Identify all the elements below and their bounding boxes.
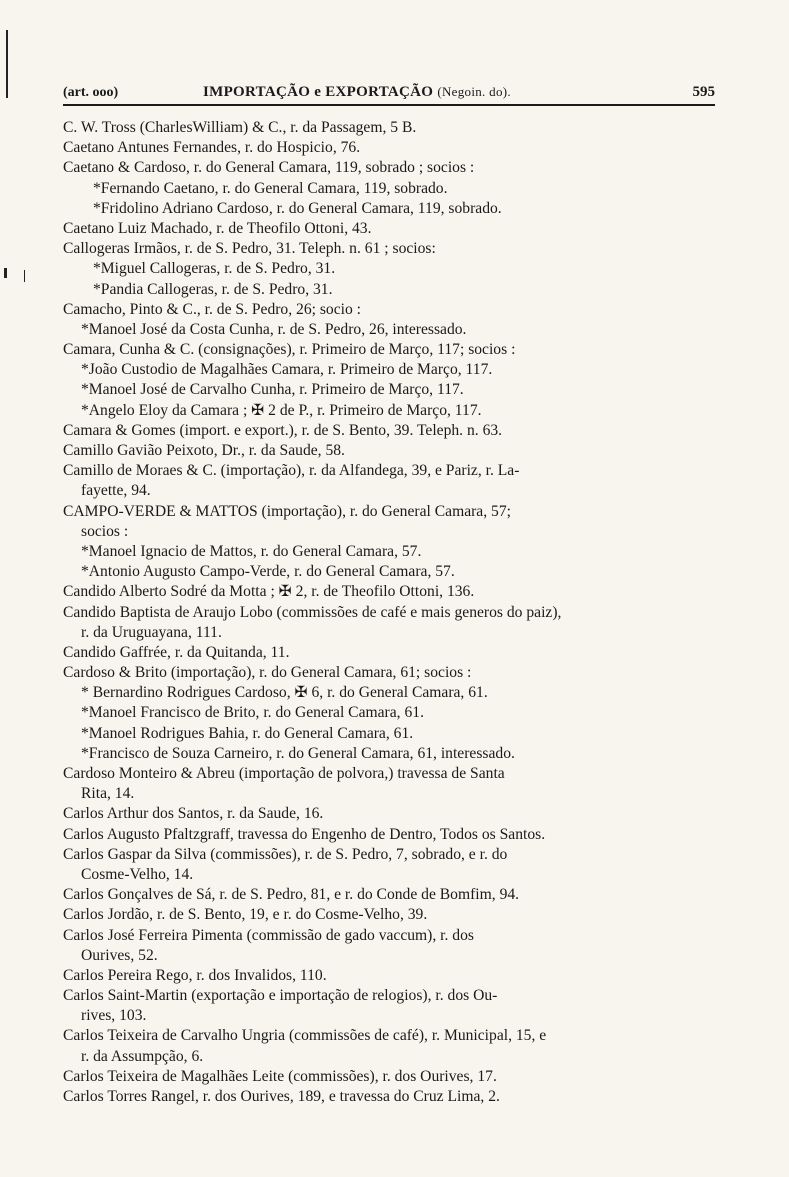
page-title [203, 84, 511, 101]
directory-entry: Candido Alberto Sodré da Motta ; ✠ 2, r. de Theofilo Ottoni, 136. [63, 583, 475, 601]
entry-continuation: fayette, 94. [81, 482, 151, 500]
margin-mark [4, 268, 7, 278]
title-subtitle: (Negoin. do). [437, 84, 511, 99]
directory-entry: Carlos Pereira Rego, r. dos Invalidos, 110. [63, 966, 327, 984]
directory-entry: Camillo de Moraes & C. (importação), r. da Alfandega, 39, e Pariz, r. La- [63, 462, 520, 480]
directory-entry: Caetano Antunes Fernandes, r. do Hospicio, 76. [63, 139, 361, 157]
entry-continuation: *Fernando Caetano, r. do General Camara, 119, sobrado. [93, 179, 448, 197]
entry-continuation: socios : [81, 522, 129, 540]
directory-entry: Carlos Gaspar da Silva (commissões), r. de S. Pedro, 7, sobrado, e r. do [63, 845, 508, 863]
directory-entry: Candido Gaffrée, r. da Quitanda, 11. [63, 643, 290, 661]
entry-continuation: r. da Uruguayana, 111. [81, 623, 222, 641]
directory-entry: Carlos Torres Rangel, r. dos Ourives, 189, e travessa do Cruz Lima, 2. [63, 1088, 500, 1105]
directory-entry: Candido Baptista de Araujo Lobo (commissões de café e mais generos do paiz), [63, 603, 562, 621]
section-ref: (art. ooo) [63, 85, 119, 100]
page-number: 595 [692, 84, 715, 100]
directory-entry: Camillo Gavião Peixoto, Dr., r. da Saude, 58. [63, 442, 345, 459]
entry-continuation: *Manoel Rodrigues Bahia, r. do General Camara, 61. [81, 724, 414, 742]
entry-continuation: rives, 103. [81, 1007, 147, 1025]
entry-continuation: *Miguel Callogeras, r. de S. Pedro, 31. [93, 260, 336, 278]
directory-entry: Caetano Luiz Machado, r. de Theofilo Ottoni, 43. [63, 219, 372, 237]
entry-continuation: r. da Assumpção, 6. [81, 1047, 204, 1065]
entry-continuation: *Antonio Augusto Campo-Verde, r. do General Camara, 57. [81, 563, 455, 581]
entry-continuation: *Francisco de Souza Carneiro, r. do General Camara, 61, interessado. [81, 744, 515, 762]
directory-entry: Carlos Saint-Martin (exportação e importação de relogios), r. dos Ou- [63, 987, 498, 1005]
directory-entry: Callogeras Irmãos, r. de S. Pedro, 31. Teleph. n. 61 ; socios: [63, 240, 436, 258]
directory-entry: Camara & Gomes (import. e export.), r. de S. Bento, 39. Teleph. n. 63. [63, 421, 503, 439]
entry-continuation: *Manoel Francisco de Brito, r. do General Camara, 61. [81, 704, 424, 722]
margin-mark [6, 30, 8, 98]
directory-entry: Cardoso & Brito (importação), r. do General Camara, 61; socios : [63, 664, 472, 682]
directory-entry: Carlos Gonçalves de Sá, r. de S. Pedro, 81, e r. do Conde de Bomfim, 94. [63, 886, 520, 904]
directory-entry: Carlos Arthur dos Santos, r. da Saude, 16. [63, 805, 324, 823]
directory-entry: Caetano & Cardoso, r. do General Camara, 119, sobrado ; socios : [63, 159, 475, 177]
directory-entry: CAMPO-VERDE & MATTOS (importação), r. do General Camara, 57; [63, 502, 511, 520]
entry-continuation: Ourives, 52. [81, 946, 158, 964]
directory-entry: C. W. Tross (CharlesWilliam) & C., r. da Passagem, 5 B. [63, 119, 417, 136]
entry-continuation: Rita, 14. [81, 785, 135, 803]
directory-entry: Carlos Augusto Pfaltzgraff, travessa do Engenho de Dentro, Todos os Santos. [63, 825, 546, 843]
entry-continuation: *Manoel José da Costa Cunha, r. de S. Pedro, 26, interessado. [81, 320, 467, 338]
entry-continuation: Cosme-Velho, 14. [81, 865, 194, 883]
directory-entry: Camacho, Pinto & C., r. de S. Pedro, 26; socio : [63, 300, 362, 318]
page-header [63, 80, 715, 106]
entry-continuation: *Pandia Callogeras, r. de S. Pedro, 31. [93, 280, 333, 298]
entry-continuation: *Angelo Eloy da Camara ; ✠ 2 de P., r. Primeiro de Março, 117. [81, 401, 482, 419]
margin-mark [24, 270, 25, 282]
entry-continuation: *João Custodio de Magalhães Camara, r. Primeiro de Março, 117. [81, 361, 493, 379]
entry-continuation: *Fridolino Adriano Cardoso, r. do General Camara, 119, sobrado. [93, 199, 502, 217]
directory-entry: Carlos Teixeira de Magalhães Leite (commissões), r. dos Ourives, 17. [63, 1067, 497, 1085]
entry-continuation: * Bernardino Rodrigues Cardoso, ✠ 6, r. do General Camara, 61. [81, 684, 488, 702]
directory-entry: Carlos Jordão, r. de S. Bento, 19, e r. do Cosme-Velho, 39. [63, 906, 428, 924]
title-text: IMPORTAÇÃO e EXPORTAÇÃO [203, 84, 434, 100]
directory-entry: Camara, Cunha & C. (consignações), r. Primeiro de Março, 117; socios : [63, 341, 516, 359]
directory-entry: Carlos Teixeira de Carvalho Ungria (commissões de café), r. Municipal, 15, e [63, 1027, 547, 1045]
entry-continuation: *Manoel Ignacio de Mattos, r. do General Camara, 57. [81, 542, 422, 560]
directory-entries [63, 118, 715, 1107]
directory-entry: Cardoso Monteiro & Abreu (importação de polvora,) travessa de Santa [63, 765, 505, 782]
entry-continuation: *Manoel José de Carvalho Cunha, r. Primeiro de Março, 117. [81, 381, 464, 399]
directory-entry: Carlos José Ferreira Pimenta (commissão de gado vaccum), r. dos [63, 926, 474, 944]
